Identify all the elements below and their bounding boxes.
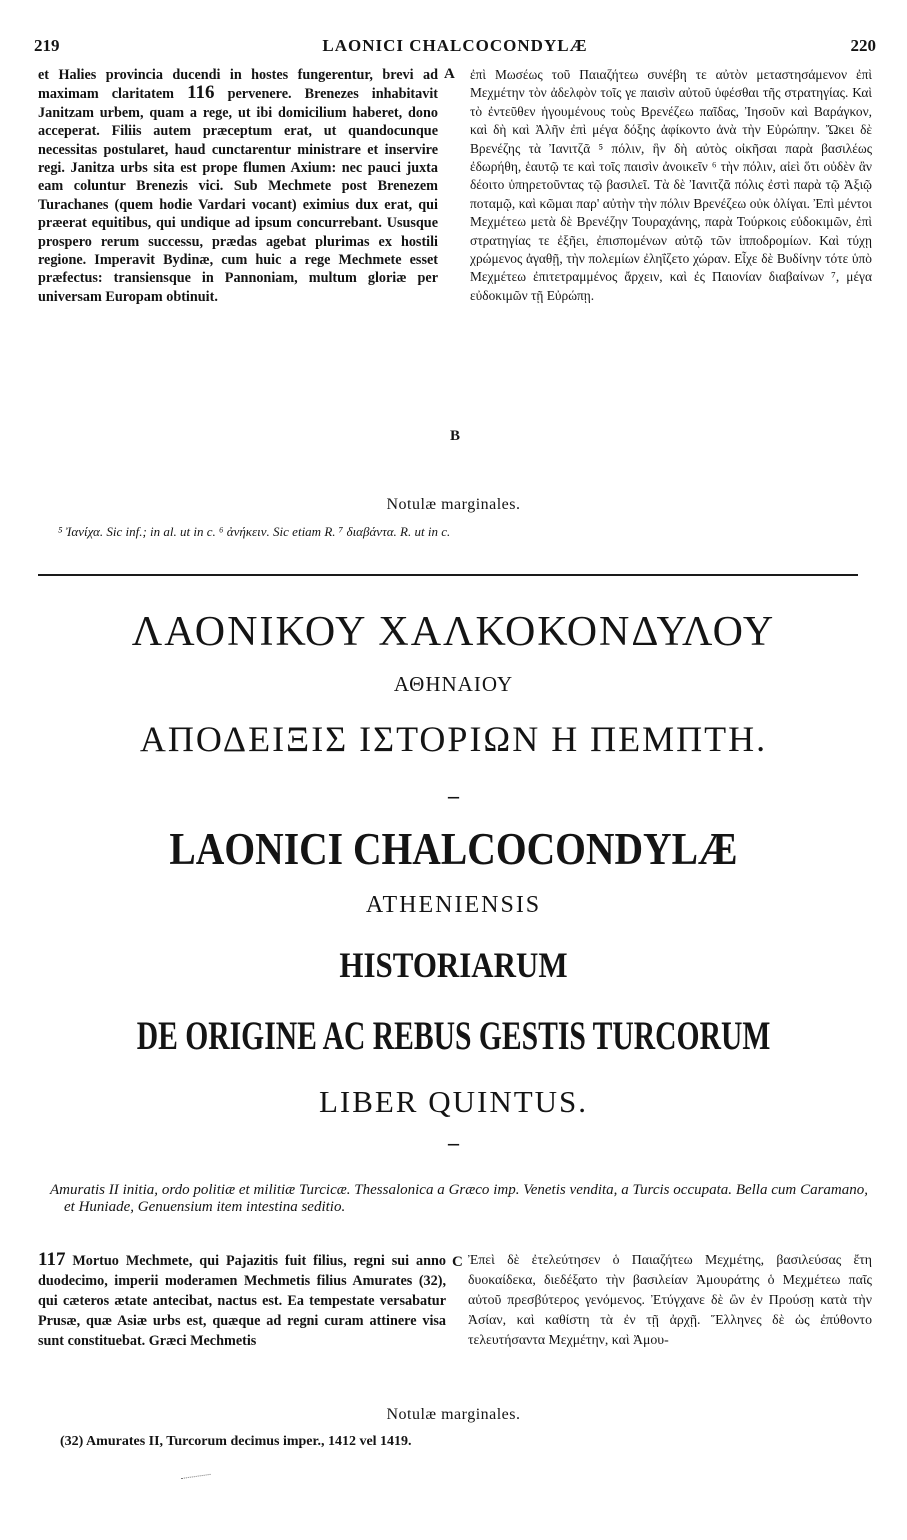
page-header [34,36,876,62]
running-title: LAONICI CHALCOCONDYLÆ [322,36,588,55]
latin-title-origin: ATHENIENSIS [365,892,542,918]
margin-marker-c: C [452,1254,463,1270]
notulae-heading-top: Notulæ marginales. [386,496,521,513]
latin-text-top-b: pervenere. Brenezes inhabitavit Janitzam urbem, quam a rege, ut ibi domicilium haberet, dono acceperat. Filiis autem præceptum erat, ut quandocunque necessitas postularet, haud cunctarentur ministrare et inservire regi. Janitza urbs sita est prope flumen Axium: nec pauci juxta eam coluntur Brenezis vici. Sub Mechmete post Brenezem Turachanes (quem hodie Vardari vocant) eximius dux erat, qui præerat equitibus, qui undique ad ipsum concurrebant. Ususque prospero rerum successu, prædas agebat plurimas ex hostili regione. Imperavit Bydinæ, cum huic a rege Mechmete esset præfectus: transiensque in Pannoniam, multum gloriæ per universam Europam obtinuit. [38,86,439,305]
latin-title-work: HISTORIARUM [339,945,568,985]
greek-column-top: ἐπὶ Μωσέως τοῦ Παιαζήτεω συνέβη τε αὐτὸν μεταστησάμενον ἐπὶ Μεχμέτην τὸν ἀδελφὸν τοῖς γε παισὶν αὐτοῦ ὑφέσθαι τῆς στρατηγίας. Καὶ τὸ ἐντεῦθεν ἡγουμένους τοὺς Βρενέζεω παῖδας, Ἰησοῦν καὶ Βαράγκον, καὶ δὴ καὶ Ἀλῆν ἐπὶ μέγα δόξης ἀφίκοντο ἀνὰ τὴν Εὐρώπην. Ὤκει δὲ Βρενέζης τὰ Ἰανιτζᾶ ⁵ πόλιν, ἣν δὴ αὐτὸς οἰκῆσαι παρὰ βασιλέως ἐδωρήθη, ἑαυτῷ τε καὶ τοῖς παισὶν ἀνοικεῖν ⁶ τὴν πόλιν, αἰεὶ ὅτι οὐδὲν ἂν δέοιτο ὑπηρετοῦντας τῷ βασιλεῖ. Τὰ δὲ Ἰανιτζᾶ πόλις ἐστὶ παρὰ τῷ Ἀξιῷ ποταμῷ, καὶ κῶμαι παρ' αὐτὴν τὴν πόλιν Βρενέζεω οὐκ ὀλίγαι. Ἐπὶ μέντοι Μεχμέτεω μετὰ δὲ Βρενέζην Τουραχάνης, παρὰ Τούρκοις εὐδοκιμῶν, ἐπὶ στρατηγίας τε ἐξῆει, ἐπισπομένων αὐτῷ τῶν ἱπποδρομίων. Καὶ τύχῃ χρώμενος ἀγαθῇ, τὴν πολεμίων ἐληΐζετο χώραν. Εἶχε δὲ Βυδίνην τότε ὑπὸ Μεχμέτεω ἐπιτετραμμένος ἄρχειν, καὶ ἐς Παιονίαν διαβαίνων ⁷, μέγα εὐδοκιμῶν τῇ Εὐρώπῃ. [470,67,872,303]
latin-text-bottom: Mortuo Mechmete, qui Pajazitis fuit filius, regni sui anno duodecimo, imperii moderamen Mechmetis filius Amurates (32), qui cæteros ætate antecibat, nactus est. Ea tempestate versabatur Prusæ, quæ Asiæ urbs est, quæque ad regni curam attinere visa sunt constituebat. Græci Mechmetis [38,1253,447,1349]
section-number-116: 116 [187,82,215,104]
section-number-117: 117 [38,1249,66,1270]
latin-text-top-a: et Halies provincia ducendi in hostes fungerentur, brevi ad maximam claritatem [38,67,438,103]
title-dash-2: – [448,1130,459,1155]
footnote-bottom: (32) Amurates II, Turcorum decimus imper., 1412 vel 1419. [60,1434,412,1449]
margin-marker-b: B [450,428,461,444]
margin-marker-a: A [444,66,455,82]
section-divider [38,574,858,576]
greek-title-work: ΑΠΟΔΕΙΞΙΣ ΙΣΤΟΡΙΩΝ Η ΠΕΜΠΤΗ. [139,719,768,759]
latin-column-top [38,66,438,306]
chapter-summary: Amuratis II initia, ordo politiæ et militiæ Turcicæ. Thessalonica a Græco imp. Venetis vendita, a Turcis occupata. Bella cum Caramano, et Huniade, Genuensium item intestina seditio. [50,1182,868,1215]
latin-title-author: LAONICI CHALCOCONDYLÆ [169,823,738,874]
footnotes-top: ⁵ Ἰανίχα. Sic inf.; in al. ut in c. ⁶ ἀνήκειν. Sic etiam R. ⁷ διαβάντα. R. ut in c. [58,524,451,539]
page-number-right: 220 [850,36,876,55]
page-number-left: 219 [34,36,60,55]
latin-title-book: LIBER QUINTUS. [318,1084,589,1119]
greek-column-bottom: Ἐπεὶ δὲ ἐτελεύτησεν ὁ Παιαζήτεω Μεχμέτης, βασιλεύσας ἔτη δυοκαίδεκα, διεδέξατο τὴν βασιλείαν Ἀμουράτης ὁ Μεχμέτεω παῖς αὐτοῦ πρεσβύτερος γενόμενος. Ἐτύγχανε δὲ ὢν ἐν Προύσῃ κατὰ τὴν Ἀσίαν, καὶ καθίστη τὰ ἐν τῇ ἀρχῇ. Ἕλληνες δὲ ὡς ἐπύθοντο τελευτήσαντα Μεχμέτην, καὶ Ἀμου- [468,1252,872,1347]
latin-column-bottom [38,1250,446,1351]
ink-mark [179,1464,210,1479]
greek-title-origin: ΑΘΗΝΑΙΟΥ [393,672,514,696]
title-dash-1: – [448,783,459,808]
latin-title-subject: DE ORIGINE AC REBUS GESTIS TURCORUM [136,1013,771,1058]
notulae-heading-bottom: Notulæ marginales. [386,1406,521,1423]
greek-title-author: ΛΑΟΝΙΚΟΥ ΧΑΛΚΟΚΟΝΔΥΛΟΥ [131,609,776,655]
